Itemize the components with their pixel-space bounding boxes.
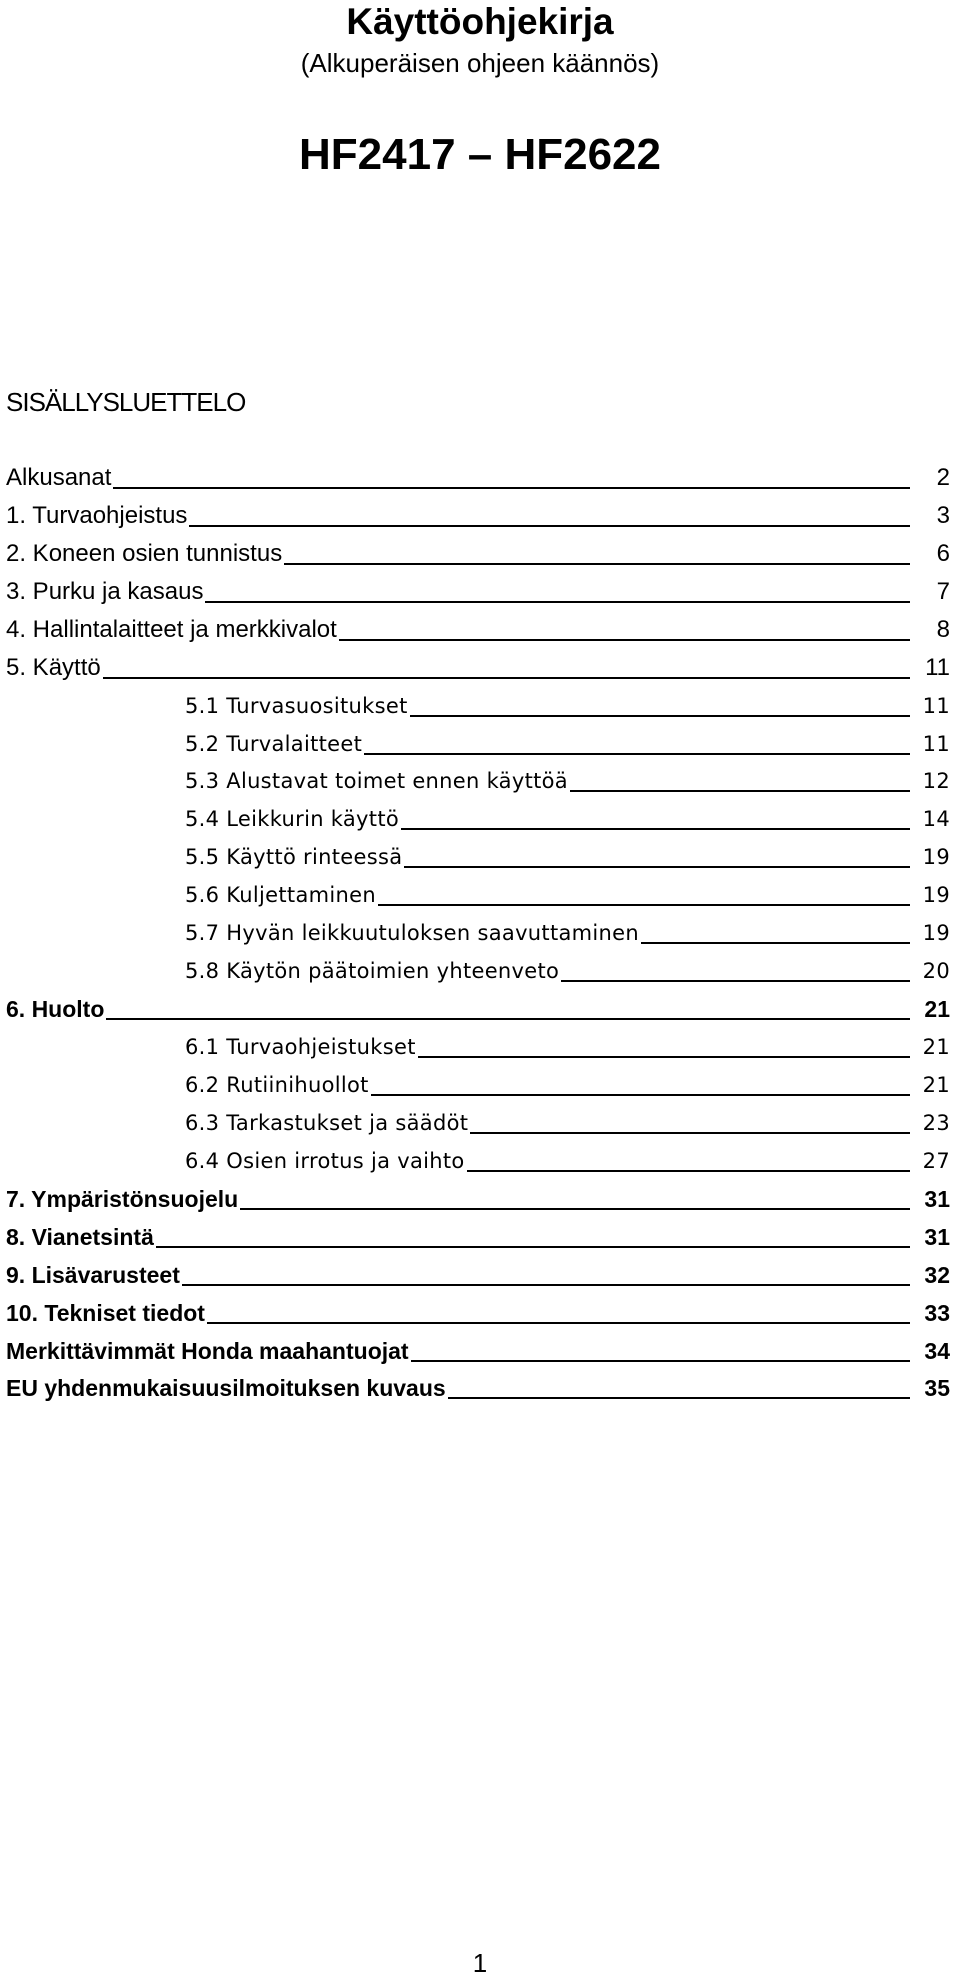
- toc-entry-label: 5.4 Leikkurin käyttö: [185, 807, 400, 832]
- toc-leader-line: [156, 1246, 910, 1248]
- toc-leader-line: [189, 525, 910, 527]
- toc-entry-safety-recommendations[interactable]: [0, 686, 960, 724]
- toc-entry-label: 5.7 Hyvän leikkuutuloksen saavuttaminen: [185, 921, 639, 946]
- toc-entry-troubleshooting[interactable]: [0, 1217, 960, 1255]
- toc-leader-line: [411, 1360, 910, 1362]
- toc-entry-operation-summary[interactable]: [0, 951, 960, 989]
- toc-entry-eu-declaration[interactable]: [0, 1369, 960, 1407]
- toc-entry-label: 5.6 Kuljettaminen: [185, 883, 376, 908]
- toc-entry-page: 12: [922, 769, 950, 794]
- toc-entry-label: 10. Tekniset tiedot: [6, 1299, 205, 1326]
- toc-entry-page: 6: [936, 539, 950, 567]
- toc-entry-label: 2. Koneen osien tunnistus: [6, 539, 283, 567]
- toc-leader-line: [364, 753, 910, 755]
- toc-entry-unpacking-assembly[interactable]: [0, 572, 960, 610]
- toc-entry-page: 8: [936, 615, 950, 643]
- toc-entry-label: 6. Huolto: [6, 996, 105, 1023]
- toc-leader-line: [339, 639, 910, 641]
- toc-entry-slope-use[interactable]: [0, 837, 960, 875]
- toc-entry-label: 5.2 Turvalaitteet: [185, 731, 363, 756]
- toc-entry-maintenance[interactable]: [0, 989, 960, 1027]
- toc-leader-line: [470, 1132, 910, 1134]
- toc-entry-accessories[interactable]: [0, 1255, 960, 1293]
- toc-entry-environment[interactable]: [0, 1179, 960, 1217]
- toc-entry-safety-devices[interactable]: [0, 724, 960, 762]
- toc-entry-page: 31: [924, 1223, 950, 1250]
- toc-entry-page: 11: [925, 653, 950, 681]
- toc-leader-line: [467, 1170, 910, 1172]
- toc-leader-line: [205, 601, 910, 603]
- toc-entry-parts-identification[interactable]: [0, 534, 960, 572]
- toc-entry-page: 2: [936, 463, 950, 491]
- toc-entry-label: 3. Purku ja kasaus: [6, 577, 204, 605]
- toc-entry-page: 21: [922, 1035, 950, 1059]
- toc-entry-label: 4. Hallintalaitteet ja merkkivalot: [6, 615, 337, 643]
- toc-entry-label: 6.4 Osien irrotus ja vaihto: [185, 1148, 465, 1173]
- toc-leader-line: [113, 487, 910, 489]
- toc-entry-label: 8. Vianetsintä: [6, 1223, 154, 1250]
- toc-leader-line: [570, 790, 910, 792]
- toc-entry-page: 34: [924, 1337, 950, 1364]
- toc-leader-line: [404, 866, 910, 868]
- toc-entry-page: 32: [924, 1261, 950, 1288]
- page-title: Käyttöohjekirja: [346, 1, 614, 42]
- toc-leader-line: [418, 1056, 910, 1058]
- toc-entry-label: Alkusanat: [6, 463, 112, 491]
- page-number: 1: [472, 1948, 488, 1978]
- toc-entry-page: 21: [922, 1072, 950, 1097]
- model-title: HF2417 – HF2622: [299, 130, 661, 179]
- toc-entry-page: 19: [922, 883, 950, 908]
- page-subtitle: (Alkuperäisen ohjeen käännös): [300, 48, 660, 78]
- toc-entry-label: 5.1 Turvasuositukset: [185, 693, 408, 718]
- toc-entry-label: 6.3 Tarkastukset ja säädöt: [185, 1110, 469, 1135]
- toc-entry-page: 21: [924, 996, 950, 1023]
- toc-entry-page: 19: [922, 845, 950, 870]
- toc-leader-line: [182, 1284, 910, 1286]
- toc-entry-maintenance-safety[interactable]: [0, 1027, 960, 1065]
- toc-leader-line: [240, 1208, 910, 1210]
- table-of-contents: [0, 458, 960, 1406]
- toc-entry-good-cutting[interactable]: [0, 913, 960, 951]
- toc-entry-label: Merkittävimmät Honda maahantuojat: [6, 1337, 409, 1364]
- toc-entry-page: 19: [922, 921, 950, 946]
- toc-leader-line: [106, 1018, 910, 1020]
- toc-entry-label: 7. Ympäristönsuojelu: [6, 1185, 239, 1212]
- toc-entry-label: 1. Turvaohjeistus: [6, 501, 188, 529]
- toc-entry-page: 33: [924, 1299, 950, 1326]
- toc-leader-line: [641, 942, 910, 944]
- toc-entry-label: 6.2 Rutiinihuollot: [185, 1072, 369, 1097]
- toc-leader-line: [401, 828, 910, 830]
- toc-entry-page: 23: [922, 1110, 950, 1135]
- toc-entry-label: EU yhdenmukaisuusilmoituksen kuvaus: [6, 1375, 446, 1402]
- toc-heading: SISÄLLYSLUETTELO: [6, 387, 246, 417]
- toc-entry-transport[interactable]: [0, 875, 960, 913]
- toc-leader-line: [103, 677, 910, 679]
- toc-entry-label: 5.5 Käyttö rinteessä: [185, 845, 403, 870]
- toc-entry-mower-use[interactable]: [0, 799, 960, 837]
- toc-entry-importers[interactable]: [0, 1331, 960, 1369]
- toc-entry-operation[interactable]: [0, 648, 960, 686]
- toc-leader-line: [410, 715, 910, 717]
- toc-entry-label: 5.3 Alustavat toimet ennen käyttöä: [185, 769, 568, 794]
- toc-entry-checks-adjustments[interactable]: [0, 1103, 960, 1141]
- toc-entry-page: 31: [924, 1185, 950, 1212]
- toc-entry-parts-removal[interactable]: [0, 1141, 960, 1179]
- toc-leader-line: [561, 980, 910, 982]
- toc-leader-line: [378, 904, 910, 906]
- toc-entry-page: 27: [922, 1148, 950, 1173]
- toc-entry-label: 6.1 Turvaohjeistukset: [185, 1035, 416, 1059]
- toc-entry-preliminary-actions[interactable]: [0, 762, 960, 800]
- toc-entry-foreword[interactable]: [0, 458, 960, 496]
- toc-entry-page: 11: [922, 693, 950, 718]
- toc-entry-page: 11: [922, 731, 950, 756]
- toc-leader-line: [448, 1397, 910, 1399]
- toc-entry-routine-maintenance[interactable]: [0, 1065, 960, 1103]
- toc-entry-label: 9. Lisävarusteet: [6, 1261, 180, 1288]
- toc-entry-controls-indicators[interactable]: [0, 610, 960, 648]
- toc-leader-line: [371, 1094, 910, 1096]
- toc-entry-label: 5. Käyttö: [6, 653, 101, 681]
- toc-entry-page: 20: [922, 959, 950, 984]
- toc-entry-page: 35: [924, 1375, 950, 1402]
- toc-entry-page: 7: [936, 577, 950, 605]
- toc-entry-technical-data[interactable]: [0, 1293, 960, 1331]
- toc-leader-line: [207, 1322, 910, 1324]
- toc-entry-safety[interactable]: [0, 496, 960, 534]
- toc-entry-page: 3: [936, 501, 950, 529]
- toc-leader-line: [284, 563, 910, 565]
- toc-entry-page: 14: [922, 807, 950, 832]
- toc-entry-label: 5.8 Käytön päätoimien yhteenveto: [185, 959, 560, 984]
